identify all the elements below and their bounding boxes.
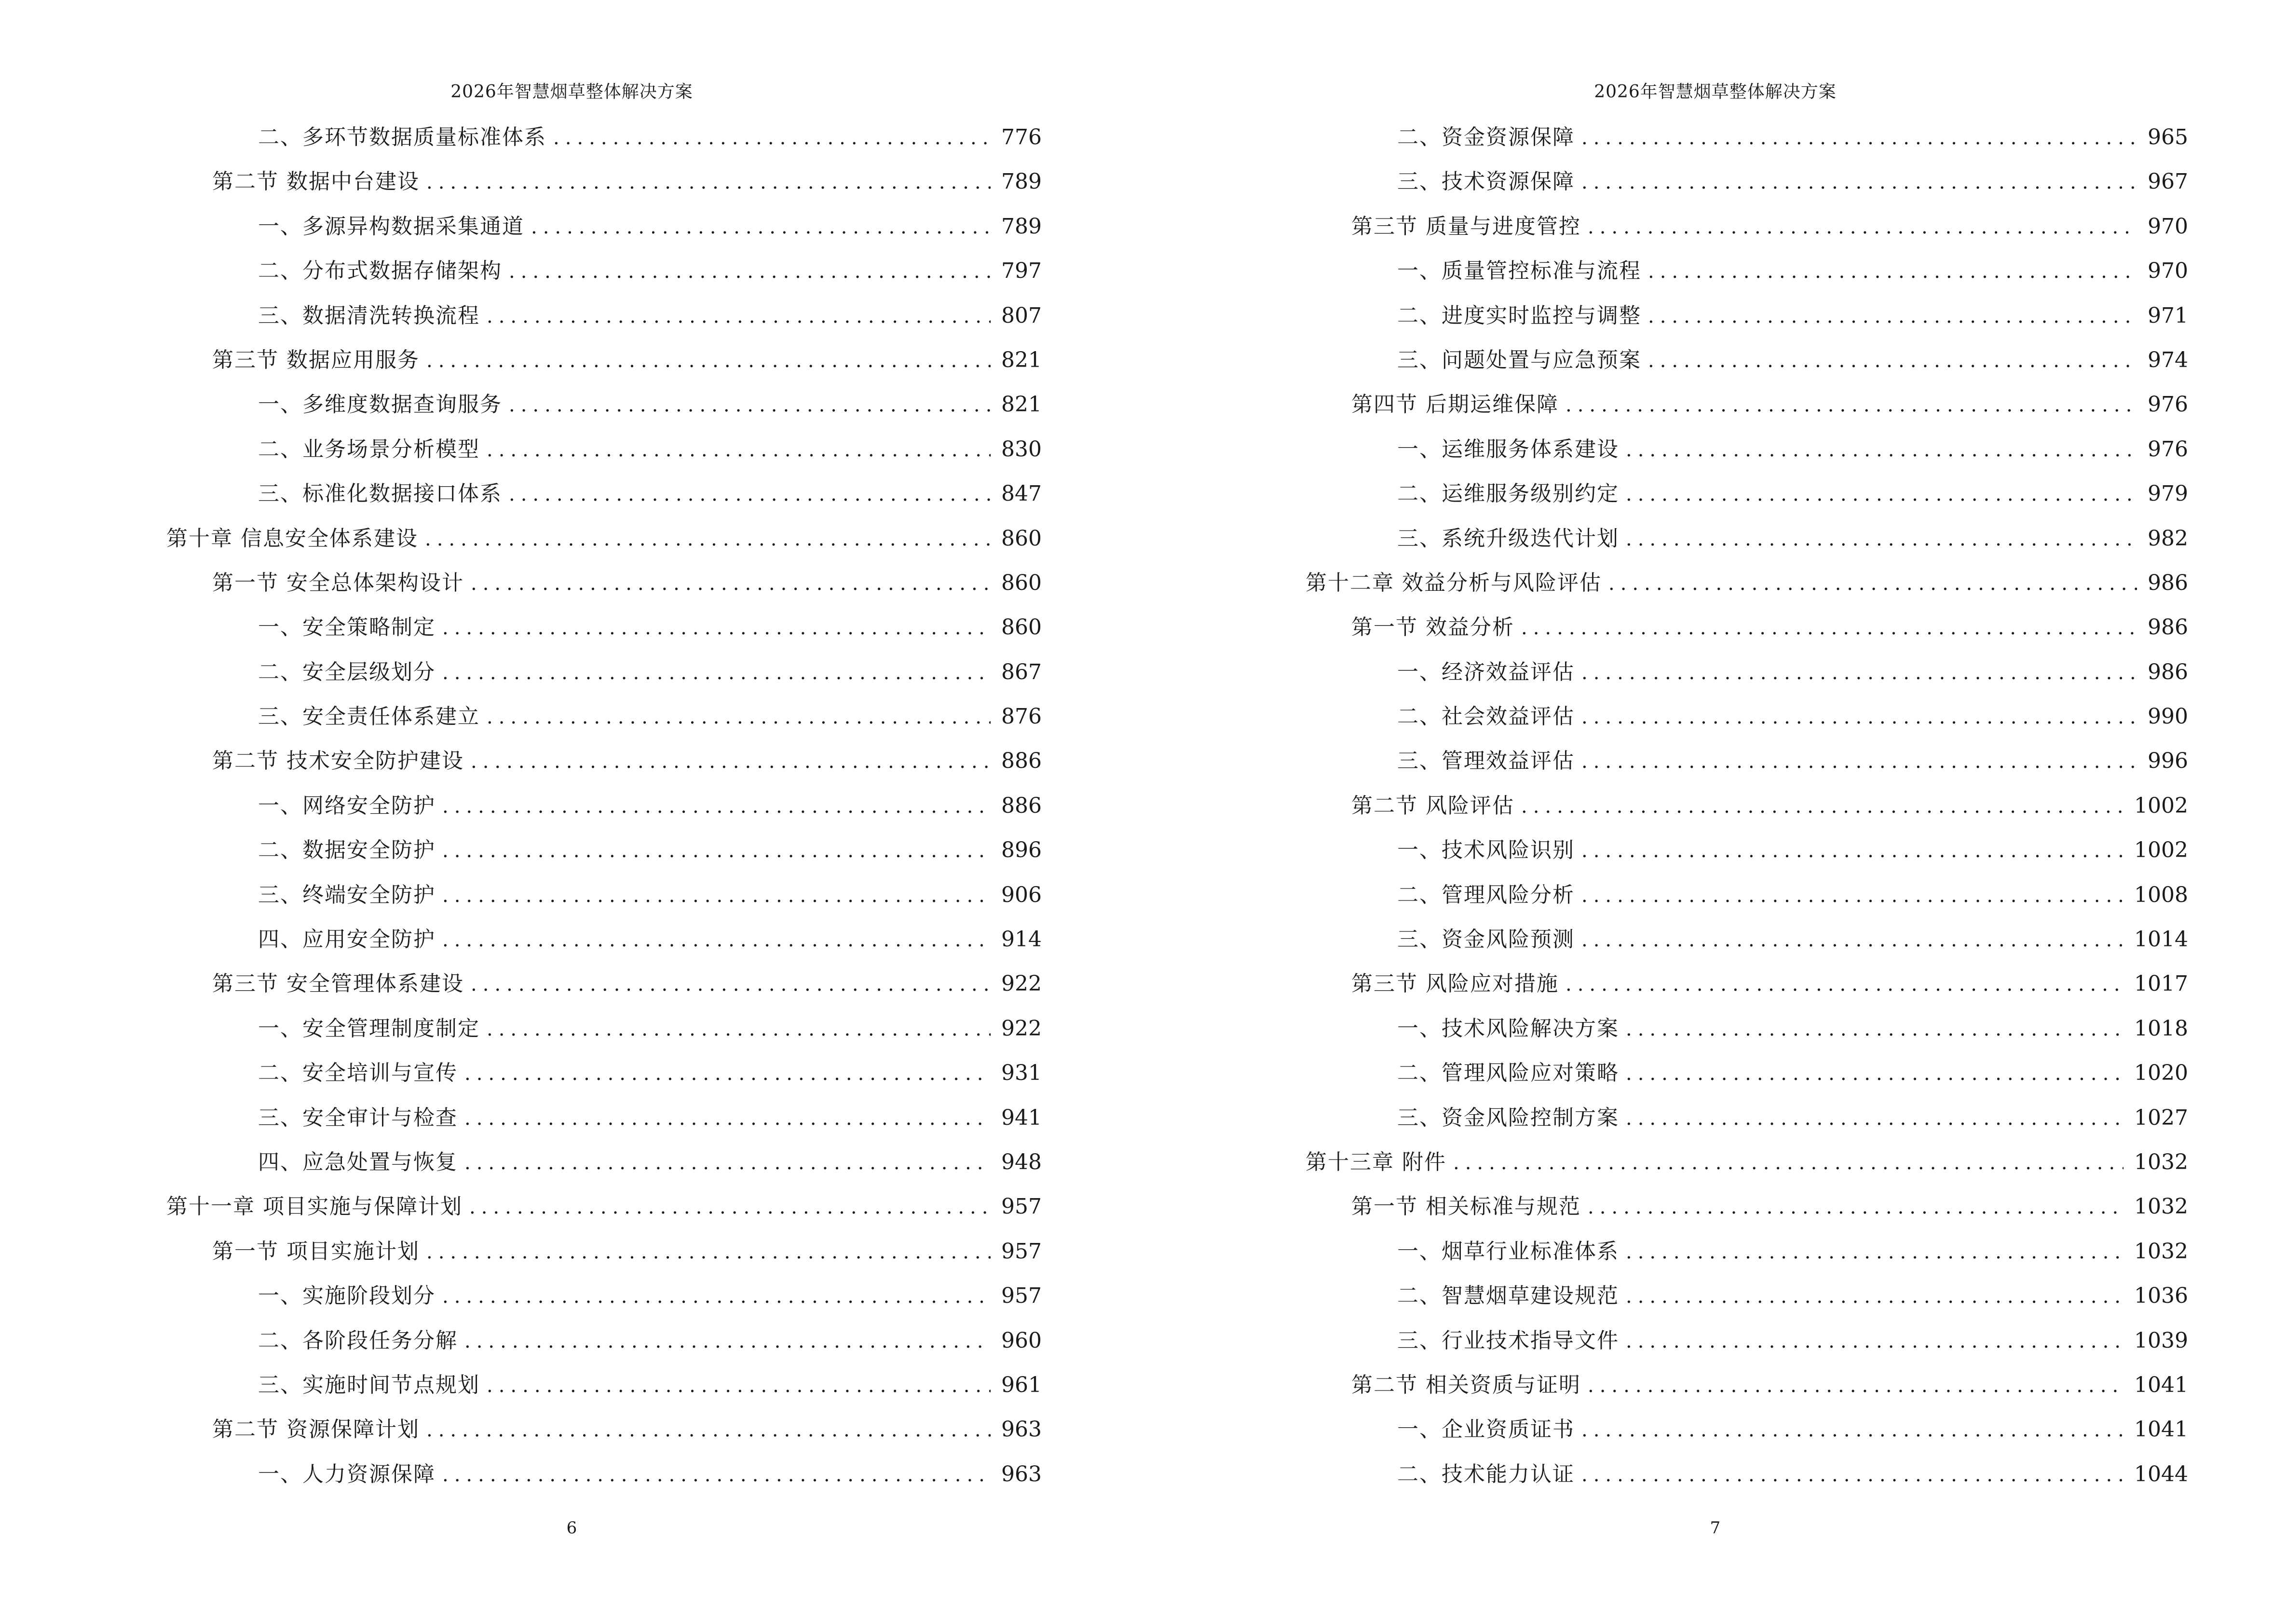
toc-entry[interactable] xyxy=(1306,164,2188,208)
toc-entry-title: 一、技术风险识别 xyxy=(1397,838,1575,863)
toc-entry-page: 1002 xyxy=(2134,838,2188,863)
toc-entry[interactable] xyxy=(166,565,1042,610)
toc-entry-page: 1017 xyxy=(2134,971,2188,996)
toc-entry-title: 二、进度实时监控与调整 xyxy=(1397,303,1641,328)
toc-dot-leader xyxy=(464,1063,991,1085)
toc-dot-leader xyxy=(1626,483,2137,505)
toc-entry-page: 965 xyxy=(2148,125,2188,150)
toc-entry[interactable] xyxy=(166,342,1042,387)
toc-entry[interactable] xyxy=(166,1011,1042,1055)
toc-entry-page: 976 xyxy=(2148,392,2188,417)
toc-entry-title: 二、管理风险分析 xyxy=(1397,882,1575,907)
toc-dot-leader xyxy=(1626,1285,2124,1308)
toc-dot-leader xyxy=(471,573,991,595)
toc-entry-page: 1018 xyxy=(2134,1016,2188,1041)
toc-entry[interactable] xyxy=(1306,1189,2188,1233)
toc-entry-title: 一、技术风险解决方案 xyxy=(1397,1016,1619,1041)
toc-entry-page: 1044 xyxy=(2134,1461,2188,1487)
toc-dot-leader xyxy=(1626,1241,2124,1263)
toc-dot-leader xyxy=(1588,1375,2124,1397)
toc-entry-title: 三、数据清洗转换流程 xyxy=(258,303,480,328)
toc-dot-leader xyxy=(1581,1464,2124,1486)
toc-entry-page: 970 xyxy=(2148,259,2188,284)
toc-dot-leader xyxy=(442,929,991,951)
toc-entry-title: 二、业务场景分析模型 xyxy=(258,437,480,462)
toc-dot-leader xyxy=(487,439,991,461)
toc-entry-title: 三、行业技术指导文件 xyxy=(1397,1328,1619,1353)
toc-entry-page: 914 xyxy=(1001,927,1042,952)
toc-dot-leader xyxy=(1521,617,2137,639)
toc-entry-page: 1041 xyxy=(2134,1417,2188,1442)
toc-entry-title: 第十章 信息安全体系建设 xyxy=(166,526,418,551)
toc-entry-page: 1008 xyxy=(2134,882,2188,907)
toc-entry-title: 二、智慧烟草建设规范 xyxy=(1397,1283,1619,1309)
toc-entry-title: 第三节 质量与进度管控 xyxy=(1351,214,1581,239)
toc-dot-leader xyxy=(1581,706,2137,728)
toc-entry-title: 二、管理风险应对策略 xyxy=(1397,1061,1619,1086)
toc-dot-leader xyxy=(1588,1196,2124,1218)
toc-dot-leader xyxy=(1626,1063,2124,1085)
toc-dot-leader xyxy=(509,394,991,416)
toc-entry[interactable] xyxy=(1306,1457,2188,1501)
toc-entry[interactable] xyxy=(166,610,1042,654)
toc-entry-page: 1002 xyxy=(2134,793,2188,818)
toc-dot-leader xyxy=(442,1285,991,1308)
toc-dot-leader xyxy=(1588,216,2137,238)
toc-dot-leader xyxy=(1581,840,2124,862)
toc-entry-page: 957 xyxy=(1001,1239,1042,1264)
toc-entry-title: 一、企业资质证书 xyxy=(1397,1417,1575,1442)
toc-dot-leader xyxy=(1626,1330,2124,1352)
toc-entry-title: 第三节 安全管理体系建设 xyxy=(212,971,464,996)
toc-entry-title: 二、多环节数据质量标准体系 xyxy=(258,125,546,150)
toc-entry-title: 第二节 技术安全防护建设 xyxy=(212,749,464,774)
toc-entry-title: 第一节 效益分析 xyxy=(1351,615,1514,640)
toc-entry-title: 四、应用安全防护 xyxy=(258,927,436,952)
toc-entry[interactable] xyxy=(1306,298,2188,342)
toc-dot-leader xyxy=(1581,171,2137,193)
toc-entry[interactable] xyxy=(166,209,1042,253)
toc-entry-title: 三、技术资源保障 xyxy=(1397,169,1575,194)
toc-entry-title: 第三节 数据应用服务 xyxy=(212,347,420,372)
toc-dot-leader xyxy=(1648,350,2137,372)
toc-dot-leader xyxy=(426,171,991,193)
toc-entry[interactable] xyxy=(166,120,1042,164)
toc-entry[interactable] xyxy=(1306,788,2188,832)
toc-entry[interactable] xyxy=(166,476,1042,520)
toc-entry-title: 三、问题处置与应急预案 xyxy=(1397,347,1641,372)
toc-dot-leader xyxy=(1626,528,2137,550)
toc-entry-page: 979 xyxy=(2148,481,2188,506)
toc-entry-title: 一、烟草行业标准体系 xyxy=(1397,1239,1619,1264)
toc-entry[interactable] xyxy=(166,922,1042,966)
toc-entry-title: 第二节 资源保障计划 xyxy=(212,1417,420,1442)
page-right xyxy=(1144,0,2287,1624)
toc-entry[interactable] xyxy=(1306,699,2188,743)
toc-dot-leader xyxy=(509,260,991,283)
toc-entry-title: 第一节 项目实施计划 xyxy=(212,1239,420,1264)
toc-entry-title: 第十三章 附件 xyxy=(1306,1149,1446,1174)
toc-dot-leader xyxy=(1581,1419,2124,1441)
toc-entry-page: 821 xyxy=(1001,392,1042,417)
toc-entry-title: 第四节 后期运维保障 xyxy=(1351,392,1559,417)
toc-entry-page: 867 xyxy=(1001,659,1042,684)
toc-entry-page: 963 xyxy=(1001,1461,1042,1487)
toc-entry-page: 906 xyxy=(1001,882,1042,907)
toc-entry-page: 860 xyxy=(1001,526,1042,551)
toc-entry-title: 三、管理效益评估 xyxy=(1397,749,1575,774)
toc-entry-title: 三、资金风险预测 xyxy=(1397,927,1575,952)
toc-entry-page: 860 xyxy=(1001,570,1042,595)
toc-entry-page: 876 xyxy=(1001,704,1042,729)
toc-entry[interactable] xyxy=(1306,253,2188,298)
toc-entry-title: 三、实施时间节点规划 xyxy=(258,1372,480,1397)
toc-entry-page: 830 xyxy=(1001,437,1042,462)
toc-entry-title: 第二节 数据中台建设 xyxy=(212,169,420,194)
toc-entry-title: 第二节 相关资质与证明 xyxy=(1351,1372,1581,1397)
toc-entry-page: 1032 xyxy=(2134,1149,2188,1174)
toc-dot-leader xyxy=(487,305,991,328)
toc-entry[interactable] xyxy=(166,1189,1042,1233)
toc-entry[interactable] xyxy=(166,1145,1042,1189)
toc-entry-page: 963 xyxy=(1001,1417,1042,1442)
toc-entry-page: 797 xyxy=(1001,259,1042,284)
toc-entry-page: 776 xyxy=(1001,125,1042,150)
toc-entry[interactable] xyxy=(1306,610,2188,654)
toc-entry-title: 四、应急处置与恢复 xyxy=(258,1149,458,1174)
toc-entry-title: 二、分布式数据存储架构 xyxy=(258,259,502,284)
toc-entry-title: 二、数据安全防护 xyxy=(258,838,436,863)
toc-entry[interactable] xyxy=(166,1457,1042,1501)
toc-entry-page: 976 xyxy=(2148,437,2188,462)
toc-entry[interactable] xyxy=(1306,877,2188,922)
toc-entry-page: 957 xyxy=(1001,1194,1042,1219)
toc-dot-leader xyxy=(1566,394,2137,416)
toc-dot-leader xyxy=(442,840,991,862)
toc-entry[interactable] xyxy=(166,521,1042,565)
toc-entry-title: 三、标准化数据接口体系 xyxy=(258,481,502,506)
toc-entry-title: 二、社会效益评估 xyxy=(1397,704,1575,729)
toc-entry-page: 1041 xyxy=(2134,1372,2188,1397)
toc-entry-title: 第二节 风险评估 xyxy=(1351,793,1514,818)
toc-entry-title: 三、系统升级迭代计划 xyxy=(1397,526,1619,551)
toc-entry-page: 1014 xyxy=(2134,927,2188,952)
toc-entry-title: 一、网络安全防护 xyxy=(258,793,436,818)
toc-entry-page: 847 xyxy=(1001,481,1042,506)
toc-entry[interactable] xyxy=(1306,521,2188,565)
page-header: 2026年智慧烟草整体解决方案 xyxy=(450,82,693,102)
toc-entry[interactable] xyxy=(1306,832,2188,877)
toc-entry-page: 896 xyxy=(1001,838,1042,863)
toc-entry-page: 1039 xyxy=(2134,1328,2188,1353)
toc-entry-page: 990 xyxy=(2148,704,2188,729)
toc-entry-title: 二、安全培训与宣传 xyxy=(258,1061,458,1086)
toc-entry-title: 三、安全责任体系建立 xyxy=(258,704,480,729)
toc-dot-leader xyxy=(442,1464,991,1486)
toc-entry-page: 931 xyxy=(1001,1061,1042,1086)
toc-entry-page: 1027 xyxy=(2134,1105,2188,1130)
toc-entry[interactable] xyxy=(166,1323,1042,1367)
toc-entry-page: 970 xyxy=(2148,214,2188,239)
toc-entry[interactable] xyxy=(166,1367,1042,1412)
toc-entry[interactable] xyxy=(166,1412,1042,1456)
toc-entry[interactable] xyxy=(1306,565,2188,610)
toc-entry[interactable] xyxy=(1306,1055,2188,1100)
toc-entry-page: 986 xyxy=(2148,659,2188,684)
toc-entry-title: 第一节 相关标准与规范 xyxy=(1351,1194,1581,1219)
page-header: 2026年智慧烟草整体解决方案 xyxy=(1594,82,1837,102)
toc-entry[interactable] xyxy=(1306,342,2188,387)
page-number: 6 xyxy=(566,1518,577,1538)
toc-entry-title: 一、质量管控标准与流程 xyxy=(1397,259,1641,284)
toc-entry-title: 二、技术能力认证 xyxy=(1397,1461,1575,1487)
toc-dot-leader xyxy=(1566,973,2124,996)
toc-entry-title: 一、安全策略制定 xyxy=(258,615,436,640)
toc-entry-title: 一、人力资源保障 xyxy=(258,1461,436,1487)
page-number: 7 xyxy=(1710,1518,1721,1538)
toc-entry-page: 1032 xyxy=(2134,1194,2188,1219)
toc-dot-leader xyxy=(1626,1018,2124,1040)
toc-entry[interactable] xyxy=(1306,1011,2188,1055)
toc-entry[interactable] xyxy=(1306,966,2188,1010)
toc-entry[interactable] xyxy=(166,1055,1042,1100)
toc-dot-leader xyxy=(1521,795,2124,818)
toc-entry-title: 二、安全层级划分 xyxy=(258,659,436,684)
toc-entry-title: 第十一章 项目实施与保障计划 xyxy=(166,1194,463,1219)
toc-entry[interactable] xyxy=(166,966,1042,1010)
toc-dot-leader xyxy=(1626,1107,2124,1130)
toc-entry-title: 三、终端安全防护 xyxy=(258,882,436,907)
toc-dot-leader xyxy=(464,1330,991,1352)
toc-entry-page: 941 xyxy=(1001,1105,1042,1130)
toc-entry[interactable] xyxy=(1306,1145,2188,1189)
toc-dot-leader xyxy=(471,751,991,773)
toc-entry-title: 第一节 安全总体架构设计 xyxy=(212,570,464,595)
toc-entry-title: 第十二章 效益分析与风险评估 xyxy=(1306,570,1602,595)
toc-entry[interactable] xyxy=(166,432,1042,476)
toc-entry-page: 960 xyxy=(1001,1328,1042,1353)
toc-entry-title: 二、资金资源保障 xyxy=(1397,125,1575,150)
toc-entry-page: 986 xyxy=(2148,570,2188,595)
toc-dot-leader xyxy=(531,216,991,238)
toc-dot-leader xyxy=(487,1375,991,1397)
toc-dot-leader xyxy=(1581,127,2137,149)
toc-entry[interactable] xyxy=(166,387,1042,431)
toc-entry[interactable] xyxy=(1306,476,2188,520)
toc-entry[interactable] xyxy=(166,788,1042,832)
toc-entry[interactable] xyxy=(166,832,1042,877)
toc-entry[interactable] xyxy=(166,298,1042,342)
toc-entry[interactable] xyxy=(1306,743,2188,788)
toc-dot-leader xyxy=(442,885,991,907)
toc-dot-leader xyxy=(426,1419,991,1441)
toc-dot-leader xyxy=(487,1018,991,1040)
toc-entry-title: 二、各阶段任务分解 xyxy=(258,1328,458,1353)
toc-entry[interactable] xyxy=(1306,1278,2188,1323)
toc-dot-leader xyxy=(1648,260,2137,283)
toc-entry-page: 922 xyxy=(1001,971,1042,996)
toc-dot-leader xyxy=(442,795,991,818)
toc-entry-page: 982 xyxy=(2148,526,2188,551)
toc-dot-leader xyxy=(1626,439,2137,461)
toc-dot-leader xyxy=(509,483,991,505)
toc-entry[interactable] xyxy=(166,1278,1042,1323)
toc-entry-page: 961 xyxy=(1001,1372,1042,1397)
toc-dot-leader xyxy=(464,1152,991,1174)
toc-entry[interactable] xyxy=(166,164,1042,208)
toc-entry-title: 一、多维度数据查询服务 xyxy=(258,392,502,417)
toc-entry-page: 789 xyxy=(1001,169,1042,194)
toc-entry-page: 996 xyxy=(2148,749,2188,774)
toc-entry[interactable] xyxy=(1306,432,2188,476)
toc-entry-title: 二、运维服务级别约定 xyxy=(1397,481,1619,506)
toc-entry-title: 三、资金风险控制方案 xyxy=(1397,1105,1619,1130)
toc-entry[interactable] xyxy=(1306,1367,2188,1412)
toc-dot-leader xyxy=(425,528,991,550)
toc-dot-leader xyxy=(1581,662,2137,684)
toc-dot-leader xyxy=(1453,1152,2124,1174)
toc-entry-page: 886 xyxy=(1001,793,1042,818)
toc-entry[interactable] xyxy=(1306,922,2188,966)
toc-entry[interactable] xyxy=(166,743,1042,788)
toc-entry[interactable] xyxy=(166,877,1042,922)
toc-entry[interactable] xyxy=(1306,655,2188,699)
toc-entry[interactable] xyxy=(1306,1100,2188,1145)
toc-entry-title: 三、安全审计与检查 xyxy=(258,1105,458,1130)
toc-dot-leader xyxy=(464,1107,991,1130)
toc-entry-page: 886 xyxy=(1001,749,1042,774)
toc-entry-page: 789 xyxy=(1001,214,1042,239)
toc-entry-title: 一、实施阶段划分 xyxy=(258,1283,436,1309)
toc-entry-page: 1036 xyxy=(2134,1283,2188,1309)
toc-entry-page: 860 xyxy=(1001,615,1042,640)
toc-entry-page: 1020 xyxy=(2134,1061,2188,1086)
toc-entry-page: 807 xyxy=(1001,303,1042,328)
toc-entry-page: 957 xyxy=(1001,1283,1042,1309)
toc-dot-leader xyxy=(1581,751,2137,773)
toc-dot-leader xyxy=(469,1196,991,1218)
toc-entry[interactable] xyxy=(166,699,1042,743)
toc-entry[interactable] xyxy=(1306,387,2188,431)
toc-entry-title: 一、安全管理制度制定 xyxy=(258,1016,480,1041)
toc-dot-leader xyxy=(487,706,991,728)
toc-entry-title: 一、运维服务体系建设 xyxy=(1397,437,1619,462)
toc-entry-title: 一、多源异构数据采集通道 xyxy=(258,214,524,239)
toc-entry[interactable] xyxy=(1306,1323,2188,1367)
toc-entry[interactable] xyxy=(1306,1234,2188,1278)
toc-entry[interactable] xyxy=(166,253,1042,298)
toc-dot-leader xyxy=(1648,305,2137,328)
toc-entry-page: 821 xyxy=(1001,347,1042,372)
toc-entry-page: 1032 xyxy=(2134,1239,2188,1264)
table-of-contents xyxy=(166,120,1042,1501)
toc-dot-leader xyxy=(471,973,991,996)
toc-dot-leader xyxy=(426,1241,991,1263)
toc-dot-leader xyxy=(442,662,991,684)
toc-entry-title: 第三节 风险应对措施 xyxy=(1351,971,1559,996)
toc-entry[interactable] xyxy=(1306,209,2188,253)
toc-dot-leader xyxy=(1581,929,2124,951)
toc-entry[interactable] xyxy=(166,655,1042,699)
table-of-contents xyxy=(1306,120,2188,1501)
toc-entry-page: 974 xyxy=(2148,347,2188,372)
toc-dot-leader xyxy=(426,350,991,372)
toc-entry[interactable] xyxy=(1306,1412,2188,1456)
toc-entry[interactable] xyxy=(1306,120,2188,164)
toc-dot-leader xyxy=(442,617,991,639)
toc-dot-leader xyxy=(553,127,991,149)
toc-entry-page: 986 xyxy=(2148,615,2188,640)
toc-entry[interactable] xyxy=(166,1234,1042,1278)
toc-entry-page: 971 xyxy=(2148,303,2188,328)
toc-entry-page: 967 xyxy=(2148,169,2188,194)
toc-entry[interactable] xyxy=(166,1100,1042,1145)
toc-entry-title: 一、经济效益评估 xyxy=(1397,659,1575,684)
toc-dot-leader xyxy=(1581,885,2124,907)
toc-dot-leader xyxy=(1608,573,2137,595)
toc-entry-page: 948 xyxy=(1001,1149,1042,1174)
toc-entry-page: 922 xyxy=(1001,1016,1042,1041)
